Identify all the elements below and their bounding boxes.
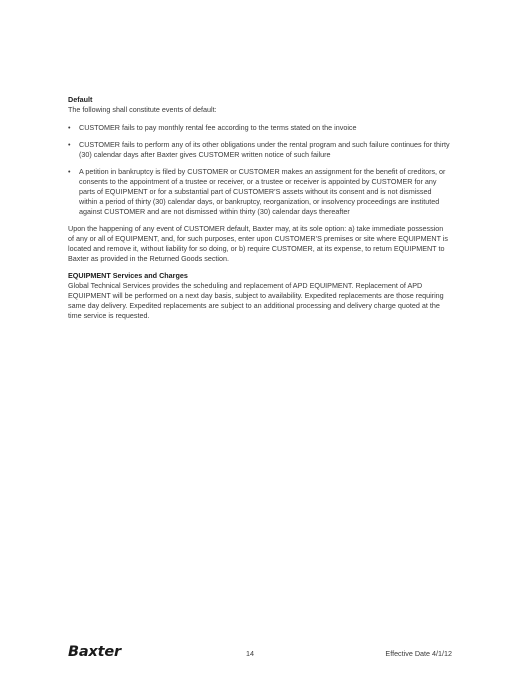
page-footer (68, 644, 452, 664)
default-events-list (68, 123, 450, 217)
page-number: 14 (246, 649, 254, 658)
bullet-icon: • (68, 140, 71, 149)
list-item-text: CUSTOMER fails to perform any of its other obligations under the rental program and such failure continues for thirty (30) calendar days after Baxter gives CUSTOMER written notice of such failure (79, 140, 450, 159)
services-heading: EQUIPMENT Services and Charges (68, 271, 188, 280)
services-section (68, 271, 450, 321)
baxter-logo: Baxter (68, 644, 121, 660)
effective-date: Effective Date 4/1/12 (385, 649, 452, 658)
list-item-text: A petition in bankruptcy is filed by CUSTOMER or CUSTOMER makes an assignment for the benefit of creditors, or consents to the appointment of a trustee or receiver, or a trustee or receiver is appointed by CUSTOMER for any parts of EQUIPMENT or for a substantial part of CUSTOMER’S assets without its consent and is not dismissed within a period of thirty (30) calendar days, or bankruptcy, reorganization, or insolvency proceedings are instituted against CUSTOMER and are not dismissed within thirty (30) calendar days thereafter (79, 167, 446, 216)
list-item-text: CUSTOMER fails to pay monthly rental fee according to the terms stated on the invoice (79, 123, 357, 132)
document-body (68, 95, 450, 321)
list-item (68, 140, 450, 160)
bullet-icon: • (68, 167, 71, 176)
list-item (68, 167, 450, 217)
services-body: Global Technical Services provides the scheduling and replacement of APD EQUIPMENT. Replacement of APD EQUIPMENT will be performed on a next day basis, subject to availability. Expedited replacements are those requiring same day delivery. Expedited replacements are subject to an additional processing and delivery charge quoted at the time service is requested. (68, 281, 444, 320)
default-intro: The following shall constitute events of default: (68, 105, 217, 114)
default-heading: Default (68, 95, 93, 104)
list-item (68, 123, 450, 133)
bullet-icon: • (68, 123, 71, 132)
default-closing-paragraph: Upon the happening of any event of CUSTOMER default, Baxter may, at its sole option: a) take immediate possession of any or all of EQUIPMENT, and, for such purposes, enter upon CUSTOMER’S premises or site where EQUIPMENT is located and remove it, without liability for so doing, or b) require CUSTOMER, at its expense, to return EQUIPMENT to Baxter as provided in the Returned Goods section. (68, 224, 449, 263)
